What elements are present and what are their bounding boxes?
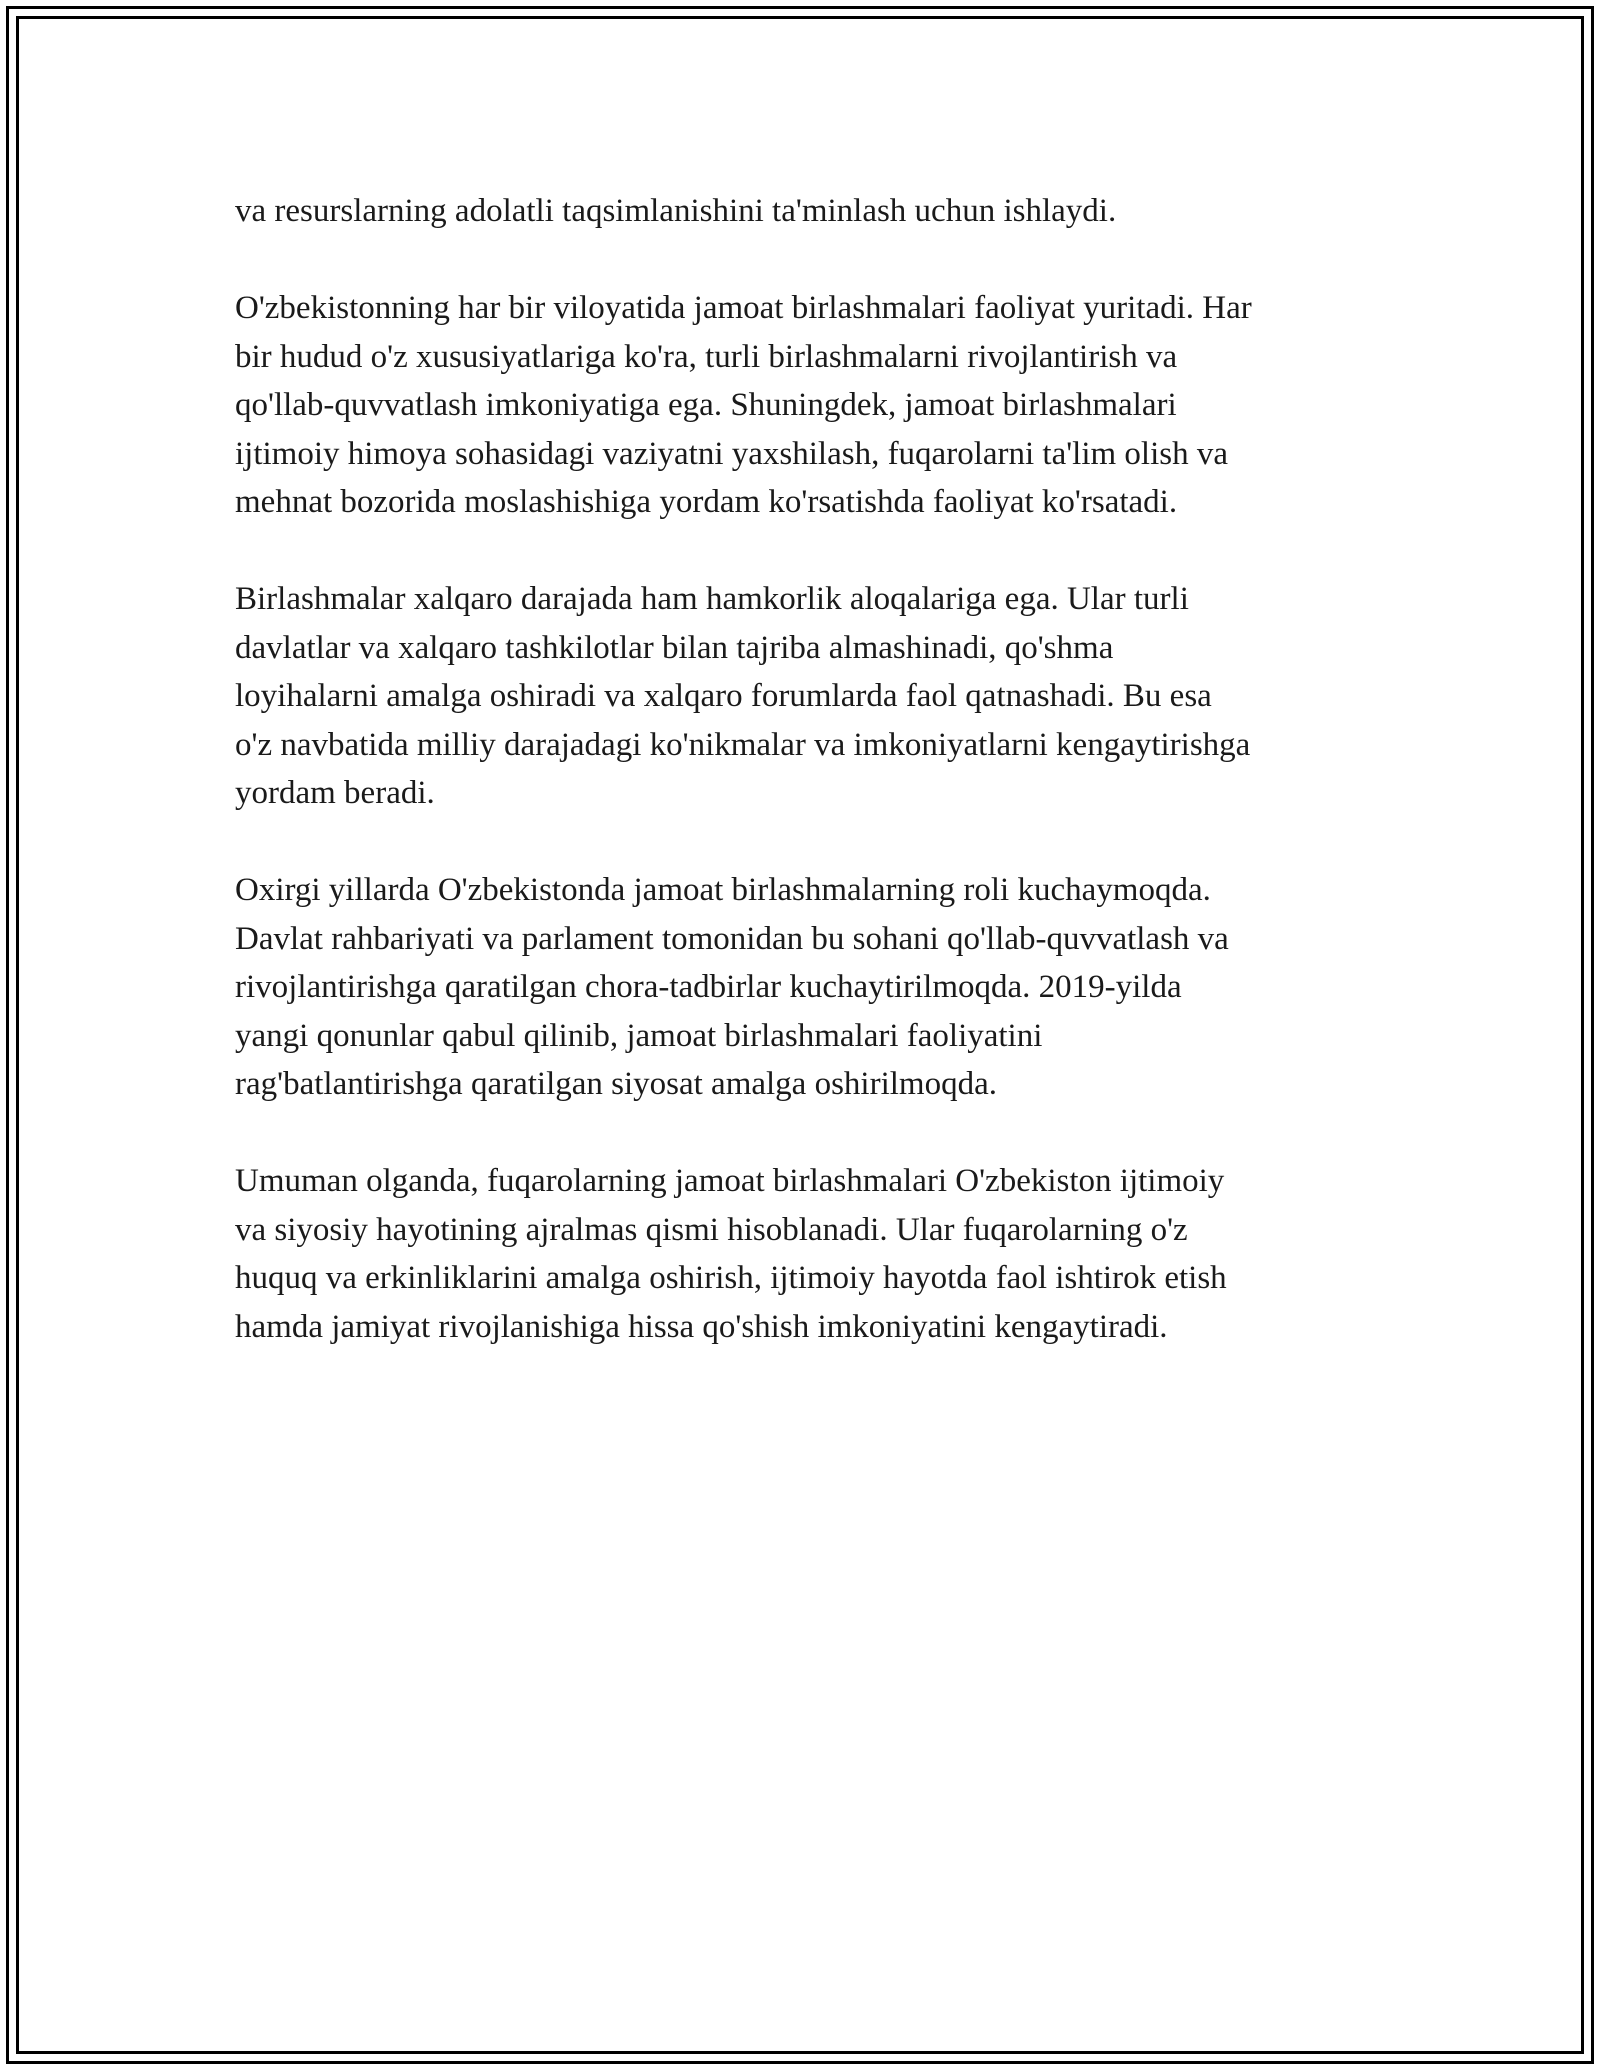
text-line: qo'llab-quvvatlash imkoniyatiga ega. Shuningdek, jamoat birlashmalari [235, 387, 1177, 423]
text-line: O'zbekistonning har bir viloyatida jamoat birlashmalari faoliyat yuritadi. Har [235, 290, 1252, 326]
text-line: Birlashmalar xalqaro darajada ham hamkorlik aloqalariga ega. Ular turli [235, 581, 1189, 617]
text-line: Umuman olganda, fuqarolarning jamoat birlashmalari O'zbekiston ijtimoiy [235, 1163, 1225, 1199]
text-line: Davlat rahbariyati va parlament tomonidan bu sohani qo'llab-quvvatlash va [235, 920, 1229, 957]
paragraph-2 [235, 284, 1370, 527]
text-line: yordam beradi. [235, 775, 435, 811]
text-line: rivojlantirishga qaratilgan chora-tadbirlar kuchaytirilmoqda. 2019-yilda [235, 969, 1182, 1005]
text-line: o'z navbatida milliy darajadagi ko'nikmalar va imkoniyatlarni kengaytirishga [235, 726, 1251, 763]
text-line: yangi qonunlar qabul qilinib, jamoat birlashmalari faoliyatini [235, 1017, 1043, 1054]
text-line: huquq va erkinliklarini amalga oshirish, ijtimoiy hayotda faol ishtirok etish [235, 1260, 1227, 1296]
text-line: mehnat bozorida moslashishiga yordam ko'rsatishda faoliyat ko'rsatadi. [235, 484, 1178, 520]
text-line: va siyosiy hayotining ajralmas qismi hisoblanadi. Ular fuqarolarning o'z [235, 1211, 1188, 1248]
text-line: hamda jamiyat rivojlanishiga hissa qo'shish imkoniyatini kengaytiradi. [235, 1308, 1168, 1345]
text-line: va resurslarning adolatli taqsimlanishini ta'minlash uchun ishlaydi. [235, 193, 1117, 229]
paragraph-1 [235, 187, 1370, 236]
text-line: ijtimoiy himoya sohasidagi vaziyatni yaxshilash, fuqarolarni ta'lim olish va [235, 435, 1229, 472]
text-line: davlatlar va xalqaro tashkilotlar bilan tajriba almashinadi, qo'shma [235, 629, 1114, 666]
document-body [235, 187, 1370, 1400]
paragraph-5 [235, 1157, 1370, 1351]
text-line: loyihalarni amalga oshiradi va xalqaro forumlarda faol qatnashadi. Bu esa [235, 678, 1212, 714]
text-line: bir hudud o'z xususiyatlariga ko'ra, turli birlashmalarni rivojlantirish va [235, 338, 1178, 375]
paragraph-3 [235, 575, 1370, 818]
text-line: Oxirgi yillarda O'zbekistonda jamoat birlashmalarning roli kuchaymoqda. [235, 872, 1211, 908]
text-line: rag'batlantirishga qaratilgan siyosat amalga oshirilmoqda. [235, 1066, 997, 1102]
paragraph-4 [235, 866, 1370, 1109]
